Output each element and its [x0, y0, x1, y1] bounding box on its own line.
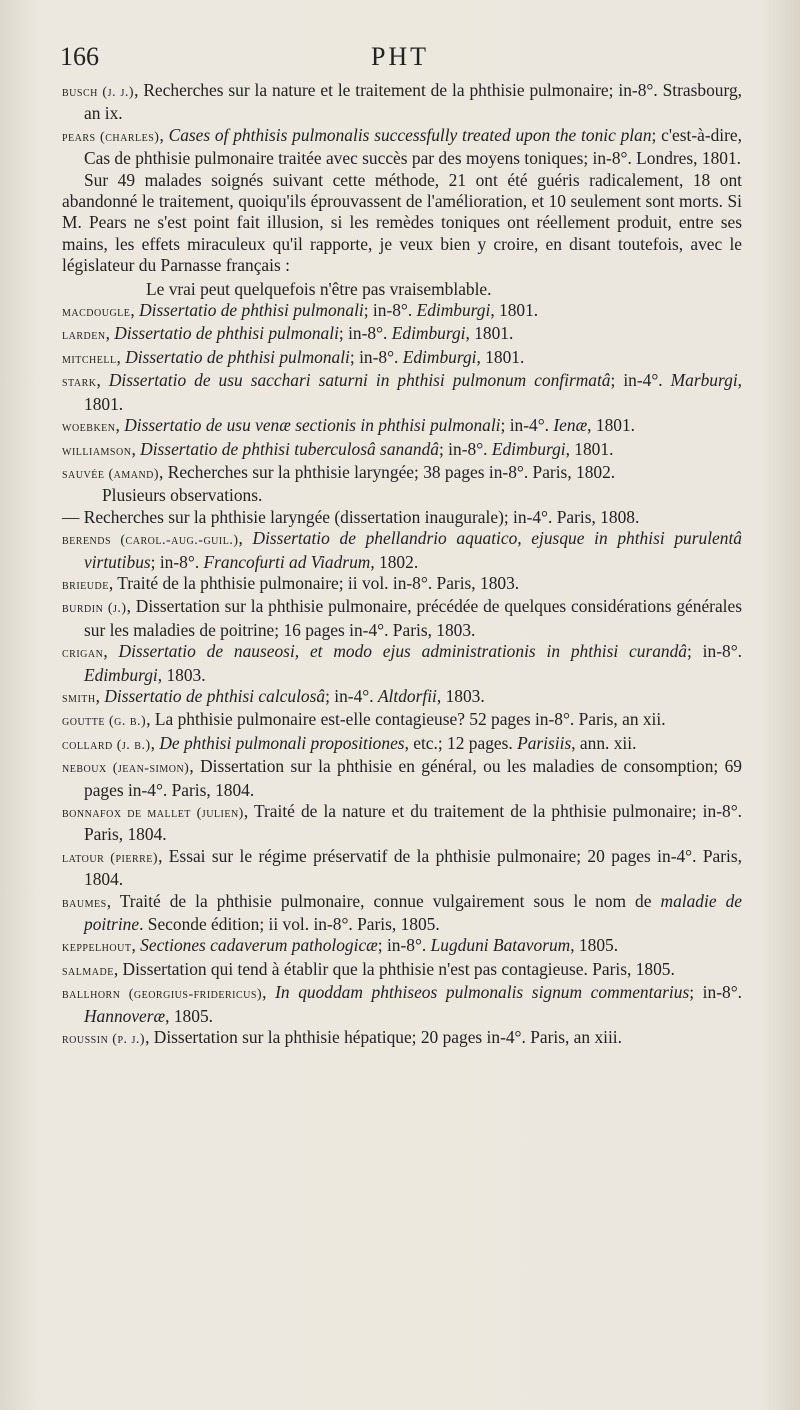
- year: , 1803.: [157, 664, 206, 685]
- entry-brieude: [62, 573, 742, 596]
- entry-busch: [62, 80, 742, 125]
- year: , 1805.: [570, 935, 619, 956]
- entry-details: , Traité de la phthisie pulmonaire, connue vulgairement sous le nom de: [106, 890, 661, 911]
- place: Marburgi: [670, 370, 738, 391]
- title: Dissertatio de phthisi pulmonali: [125, 346, 350, 367]
- title: Dissertatio de nauseosi, et modo ejus administrationis in phthisi curandâ: [118, 641, 688, 662]
- entry-details: , Traité de la nature et du traitement de la phthisie pulmonaire; in-8°. Paris, 1804.: [84, 801, 743, 845]
- entry-details: ; in-4°.: [610, 370, 671, 391]
- entry-details: , Dissertation sur la phthisie pulmonaire, précédée de quelques considérations générales sur les maladies de poitrine; 16 pages in-4°. Paris, 1803.: [84, 596, 742, 640]
- bibliography-text: [62, 80, 742, 1050]
- entry-details: ; in-8°.: [439, 438, 492, 459]
- author: mitchell: [62, 351, 117, 367]
- place: Ienæ: [553, 415, 588, 436]
- author: keppelhout: [62, 940, 132, 956]
- entry-details: ; c'est-à-dire, Cas de phthisie pulmonaire traitée avec succès par des moyens toniques; in-8°. Londres, 1801.: [84, 124, 743, 169]
- entry-pears: pears (charles), Cases of phthisis pulmonalis successfully treated upon the tonic plan; c'est-à-dire, Cas de phthisie pulmonaire traitée avec succès par des moyens toniques; in-8°. Londres, 1801.: [62, 124, 743, 169]
- entry-burdin: [62, 596, 742, 641]
- entry-latour: [62, 846, 742, 891]
- author: stark: [62, 375, 97, 391]
- year: , 1805.: [165, 1005, 213, 1026]
- entry-details: ; in-8°.: [338, 323, 392, 344]
- year: , ann. xii.: [571, 732, 637, 753]
- author: williamson: [62, 443, 132, 459]
- entry-details: ; in-8°.: [363, 300, 417, 321]
- author: collard (j. b.): [62, 737, 151, 753]
- author: latour (pierre): [62, 850, 159, 866]
- entry-smith: smith, Dissertatio de phthisi calculosâ; in-4°. Altdorfii, 1803.: [62, 685, 485, 706]
- entry-details: ; in-8°.: [687, 641, 742, 662]
- title: Sectiones cadaverum pathologicæ: [140, 935, 378, 956]
- entry-mitchell: mitchell, Dissertatio de phthisi pulmonali; in-8°. Edimburgi, 1801.: [62, 346, 525, 367]
- entry-berends: berends (carol.-aug.-guil.), Dissertatio de phellandrio aquatico, ejusque in phthisi purulentâ virtutibus; in-8°. Francofurti ad Viadrum, 1802.: [62, 528, 742, 572]
- entry-details: , Recherches sur la phthisie laryngée; 38 pages in-8°. Paris, 1802.: [159, 461, 616, 482]
- year: , 1801.: [84, 370, 743, 414]
- author: burdin (j.): [62, 601, 127, 617]
- author: salmade: [62, 963, 114, 979]
- running-title: PHT: [370, 42, 430, 71]
- entry-details: ; in-8°.: [150, 551, 204, 572]
- entry-details: , etc.; 12 pages.: [404, 732, 518, 753]
- entry-keppelhout: keppelhout, Sectiones cadaverum pathologicæ; in-8°. Lugduni Batavorum, 1805.: [62, 935, 619, 956]
- place: Edimburgi: [491, 438, 566, 459]
- title: Dissertatio de phellandrio aquatico, ejusque in phthisi purulentâ virtutibus: [84, 528, 742, 572]
- entry-details: , Dissertation sur la phthisie en général, ou les maladies de consomption; 69 pages in-4°. Paris, 1804.: [84, 756, 743, 800]
- year: , 1801.: [565, 438, 614, 459]
- author: macdougle: [62, 305, 131, 321]
- place: Lugduni Batavorum: [430, 935, 571, 956]
- year: , 1801.: [587, 415, 635, 436]
- title: Cases of phthisis pulmonalis successfully treated upon the tonic plan: [168, 124, 652, 145]
- entry-macdougle: macdougle, Dissertatio de phthisi pulmonali; in-8°. Edimburgi, 1801.: [62, 300, 539, 321]
- sauvee-note: Plusieurs observations.: [102, 485, 263, 506]
- entry-collard: collard (j. b.), De phthisi pulmonali propositiones, etc.; 12 pages. Parisiis, ann. xii.: [62, 732, 637, 753]
- year: , 1801.: [490, 300, 539, 321]
- place: Hannoveræ: [84, 1005, 166, 1026]
- title: Dissertatio de phthisi calculosâ: [104, 685, 326, 706]
- entry-woebken: woebken, Dissertatio de usu venæ sectionis in phthisi pulmonali; in-4°. Ienæ, 1801.: [62, 415, 635, 436]
- entry-details: , Essai sur le régime préservatif de la phthisie pulmonaire; 20 pages in-4°. Paris, 1804.: [84, 845, 742, 890]
- entry-details: . Seconde édition; ii vol. in-8°. Paris, 1805.: [139, 914, 440, 935]
- entry-baumes: [62, 891, 742, 936]
- title: maladie de poitrine: [84, 890, 743, 935]
- author: berends (carol.-aug.-guil.): [62, 533, 239, 549]
- author: crigan: [62, 646, 104, 662]
- entry-neboux: [62, 756, 742, 801]
- place: Altdorfii: [377, 685, 437, 706]
- entry-williamson: williamson, Dissertatio de phthisi tuberculosâ sanandâ; in-8°. Edimburgi, 1801.: [62, 438, 614, 459]
- author: smith: [62, 690, 96, 706]
- year: , 1802.: [370, 551, 419, 572]
- entry-stark: stark, Dissertatio de usu sacchari saturni in phthisi pulmonum confirmatâ; in-4°. Marburgi, 1801.: [62, 370, 743, 414]
- entry-details: , La phthisie pulmonaire est-elle contagieuse? 52 pages in-8°. Paris, an xii.: [146, 709, 666, 730]
- title: In quoddam phthiseos pulmonalis signum commentarius: [275, 982, 690, 1003]
- page-header: [60, 42, 740, 78]
- title: Dissertatio de phthisi pulmonali: [139, 300, 364, 321]
- entry-details: ; in-8°.: [377, 935, 431, 956]
- author: roussin (p. j.): [62, 1032, 146, 1048]
- author: goutte (g. b.): [62, 714, 147, 730]
- entry-bonnafox: [62, 801, 742, 846]
- author: sauvée (amand): [62, 466, 160, 482]
- author: ballhorn (georgius-fridericus): [62, 987, 263, 1003]
- author: pears (charles): [62, 129, 160, 145]
- place: Edimburgi: [84, 664, 158, 685]
- author: woebken: [62, 420, 116, 436]
- entry-larden: larden, Dissertatio de phthisi pulmonali; in-8°. Edimburgi, 1801.: [62, 323, 514, 344]
- title: Dissertatio de usu venæ sectionis in phthisi pulmonali: [124, 415, 501, 436]
- place: Francofurti ad Viadrum: [203, 551, 371, 572]
- author: neboux (jean-simon): [62, 761, 190, 777]
- place: Edimburgi: [402, 346, 477, 367]
- entry-details: ; in-4°.: [325, 685, 378, 706]
- entry-crigan: crigan, Dissertatio de nauseosi, et modo ejus administrationis in phthisi curandâ; in-8°. Edimburgi, 1803.: [62, 641, 742, 685]
- place: Edimburgi: [391, 323, 466, 344]
- entry-salmade: [62, 959, 742, 982]
- author: bonnafox de mallet (julien): [62, 806, 244, 821]
- title: Dissertatio de phthisi pulmonali: [114, 323, 339, 344]
- sauvee-second-work: — Recherches sur la phthisie laryngée (dissertation inaugurale); in-4°. Paris, 1808.: [62, 506, 640, 527]
- entry-sauvee: [62, 462, 742, 485]
- entry-details: ; in-8°.: [689, 982, 742, 1003]
- title: De phthisi pulmonali propositiones: [159, 732, 405, 753]
- entry-details: , Recherches sur la nature et le traitement de la phthisie pulmonaire; in-8°. Strasbourg, an ix.: [84, 80, 742, 124]
- entry-roussin: [62, 1027, 742, 1050]
- place: Edimburgi: [416, 300, 491, 321]
- title: Dissertatio de usu sacchari saturni in phthisi pulmonum confirmatâ: [108, 370, 611, 391]
- entry-goutte: [62, 709, 742, 732]
- place: Parisiis: [517, 732, 572, 753]
- year: , 1801.: [476, 346, 525, 367]
- author: brieude: [62, 577, 109, 593]
- entry-details: ; in-4°.: [500, 415, 554, 436]
- entry-details: ; in-8°.: [349, 346, 403, 367]
- entry-details: , Dissertation qui tend à établir que la phthisie n'est pas contagieuse. Paris, 1805.: [113, 958, 675, 979]
- year: , 1803.: [436, 685, 485, 706]
- author: busch (j. j.): [62, 85, 135, 100]
- entry-ballhorn: ballhorn (georgius-fridericus), In quoddam phthiseos pulmonalis signum commentarius; in-8°. Hannoveræ, 1805.: [62, 982, 742, 1026]
- pears-note: Sur 49 malades soignés suivant cette méthode, 21 ont été guéris radicalement, 18 ont abandonné le traitement, quoiqu'ils éprouvassent de l'amélioration, et 10 seulement sont morts. Si M. Pears ne s'est point fait illusion, si les remèdes toniques ont réellement produit, entre ses mains, les effets miraculeux qu'il rapporte, je veux bien y croire, en disant toutefois, avec le législateur du Parnasse français :: [62, 169, 742, 276]
- title: Dissertatio de phthisi tuberculosâ sanandâ: [140, 438, 439, 459]
- year: , 1801.: [465, 323, 514, 344]
- page-number: 166: [60, 42, 99, 71]
- verse-quote: Le vrai peut quelquefois n'être pas vraisemblable.: [146, 278, 492, 299]
- entry-details: , Dissertation sur la phthisie hépatique; 20 pages in-4°. Paris, an xiii.: [145, 1027, 622, 1048]
- author: baumes: [62, 895, 107, 911]
- entry-details: , Traité de la phthisie pulmonaire; ii vol. in-8°. Paris, 1803.: [108, 572, 520, 593]
- author: larden: [62, 328, 106, 344]
